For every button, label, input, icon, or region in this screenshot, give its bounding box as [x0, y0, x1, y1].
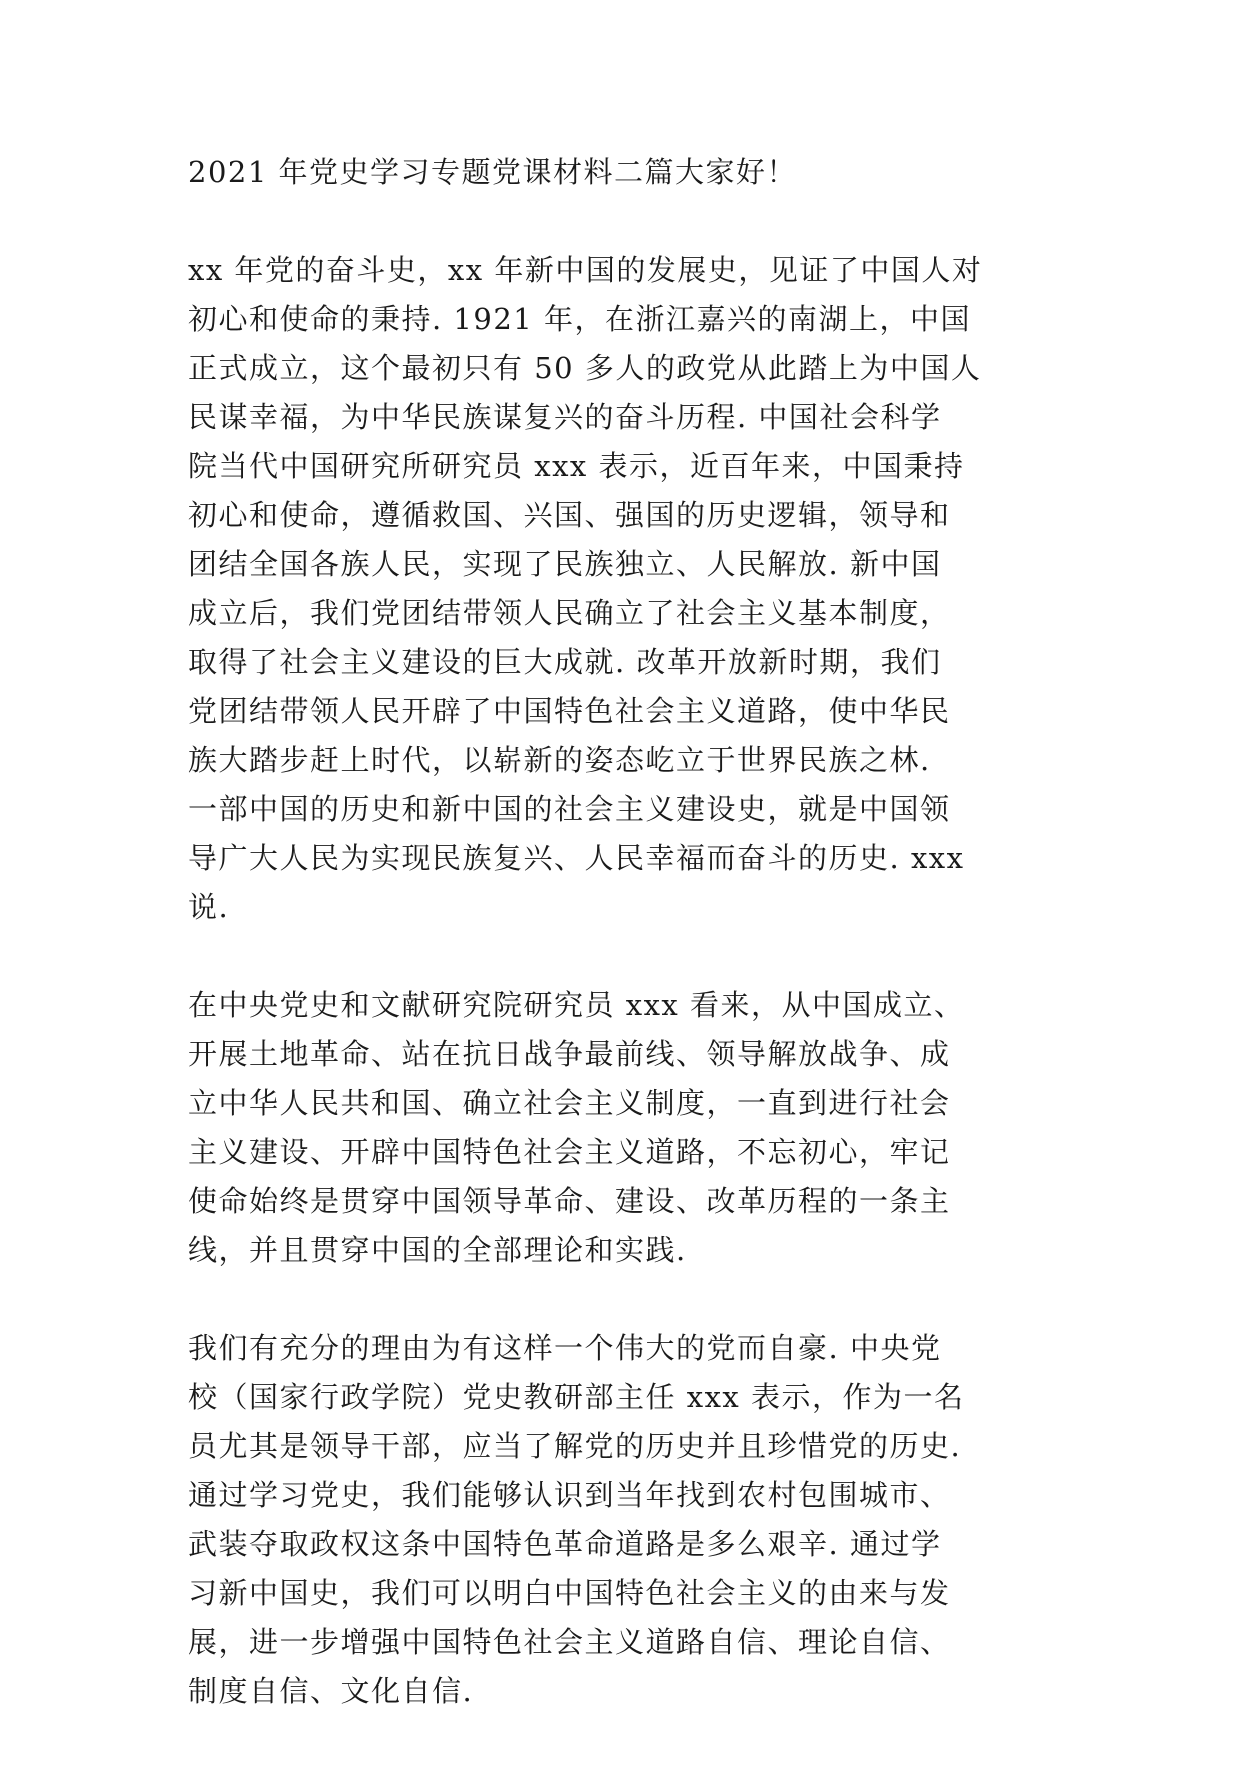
text-line: 校（国家行政学院）党史教研部主任 xxx 表示，作为一名 — [188, 1380, 965, 1414]
text-line: 族大踏步赶上时代，以崭新的姿态屹立于世界民族之林. — [188, 743, 931, 777]
text-line: 员尤其是领导干部，应当了解党的历史并且珍惜党的历史. — [188, 1429, 962, 1463]
paragraph-1 — [188, 246, 1048, 932]
text-line: 一部中国的历史和新中国的社会主义建设史，就是中国领 — [188, 792, 951, 826]
text-line: 展，进一步增强中国特色社会主义道路自信、理论自信、 — [188, 1625, 951, 1659]
paragraph-2 — [188, 981, 1048, 1275]
text-line: 我们有充分的理由为有这样一个伟大的党而自豪. 中央党 — [188, 1331, 942, 1365]
text-line: 导广大人民为实现民族复兴、人民幸福而奋斗的历史. xxx — [188, 841, 965, 875]
text-line: 成立后，我们党团结带领人民确立了社会主义基本制度， — [188, 596, 951, 630]
text-line: 通过学习党史，我们能够认识到当年找到农村包围城市、 — [188, 1478, 951, 1512]
text-line: 初心和使命，遵循救国、兴国、强国的历史逻辑，领导和 — [188, 498, 951, 532]
text-line: 立中华人民共和国、确立社会主义制度，一直到进行社会 — [188, 1086, 951, 1120]
text-line: 习新中国史，我们可以明白中国特色社会主义的由来与发 — [188, 1576, 951, 1610]
text-line: 主义建设、开辟中国特色社会主义道路，不忘初心，牢记 — [188, 1135, 951, 1169]
text-line: 在中央党史和文献研究院研究员 xxx 看来，从中国成立、 — [188, 988, 965, 1022]
text-line: 开展土地革命、站在抗日战争最前线、领导解放战争、成 — [188, 1037, 951, 1071]
text-line: xx 年党的奋斗史，xx 年新中国的发展史，见证了中国人对 — [188, 253, 983, 287]
text-line: 团结全国各族人民，实现了民族独立、人民解放. 新中国 — [188, 547, 942, 581]
document-title: 2021 年党史学习专题党课材料二篇大家好！ — [188, 155, 798, 189]
text-line: 武装夺取政权这条中国特色革命道路是多么艰辛. 通过学 — [188, 1527, 942, 1561]
document-body — [188, 148, 1048, 1765]
text-line: 党团结带领人民开辟了中国特色社会主义道路，使中华民 — [188, 694, 951, 728]
text-line: 说. — [188, 890, 230, 924]
text-line: 取得了社会主义建设的巨大成就. 改革开放新时期，我们 — [188, 645, 942, 679]
paragraph-3 — [188, 1324, 1048, 1716]
text-line: 使命始终是贯穿中国领导革命、建设、改革历程的一条主 — [188, 1184, 951, 1218]
text-line: 制度自信、文化自信. — [188, 1674, 474, 1708]
text-line: 线，并且贯穿中国的全部理论和实践. — [188, 1233, 687, 1267]
text-line: 正式成立，这个最初只有 50 多人的政党从此踏上为中国人 — [188, 351, 982, 385]
text-line: 初心和使命的秉持. 1921 年，在浙江嘉兴的南湖上，中国 — [188, 302, 971, 336]
text-line: 院当代中国研究所研究员 xxx 表示，近百年来，中国秉持 — [188, 449, 965, 483]
text-line: 民谋幸福，为中华民族谋复兴的奋斗历程. 中国社会科学 — [188, 400, 942, 434]
